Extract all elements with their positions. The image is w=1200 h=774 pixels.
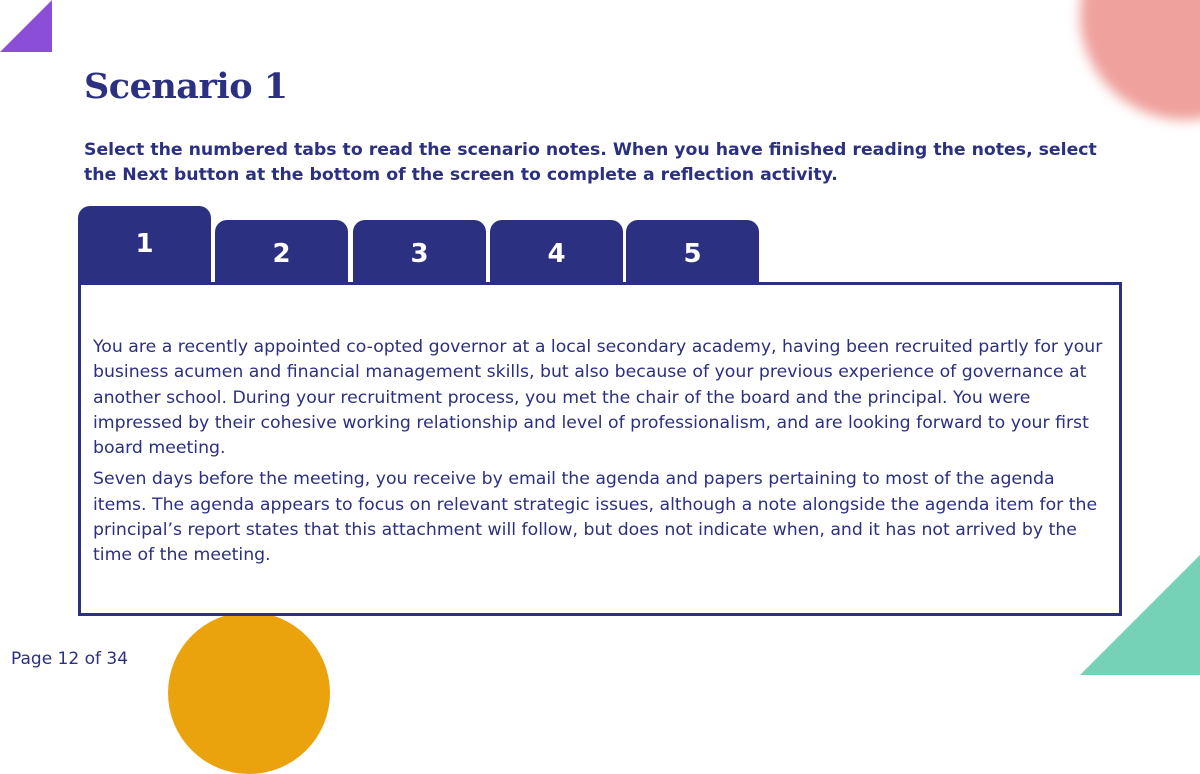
scenario-tabs [78, 206, 778, 284]
purple-corner-triangle [0, 0, 52, 52]
pink-circle-decoration [1080, 0, 1200, 120]
scenario-paragraph: You are a recently appointed co-opted governor at a local secondary academy, having been recruited partly for your business acumen and financial management skills, but also because of your previous experience of governance at another school. During your recruitment process, you met the chair of the board and the principal. You were impressed by their cohesive working relationship and level of professionalism, and are looking forward to your first board meeting. [93, 337, 1103, 459]
scenario-paragraph: Seven days before the meeting, you receive by email the agenda and papers pertaining to most of the agenda items. The agenda appears to focus on relevant strategic issues, although a note alongside the agenda item for the principal’s report states that this attachment will follow, but does not indicate when, and it has not arrived by the time of the meeting. [93, 469, 1098, 566]
page-title: Scenario 1 [84, 66, 288, 107]
tab-label: 5 [683, 239, 702, 269]
tab-5[interactable] [626, 220, 759, 284]
instructions-text: Select the numbered tabs to read the scenario notes. When you have finished reading the notes, select the Next button at the bottom of the screen to complete a reflection activity. [84, 140, 1097, 185]
tab-label: 1 [135, 229, 154, 259]
tab-3[interactable] [353, 220, 486, 284]
tab-2[interactable] [215, 220, 348, 284]
tab-1[interactable] [78, 206, 211, 284]
tab-4[interactable] [490, 220, 623, 284]
tab-label: 2 [272, 239, 291, 269]
page-indicator: Page 12 of 34 [11, 649, 129, 669]
orange-circle-decoration [168, 612, 330, 774]
tab-content-panel [78, 282, 1122, 616]
tab-label: 3 [410, 239, 429, 269]
tab-label: 4 [547, 239, 566, 269]
